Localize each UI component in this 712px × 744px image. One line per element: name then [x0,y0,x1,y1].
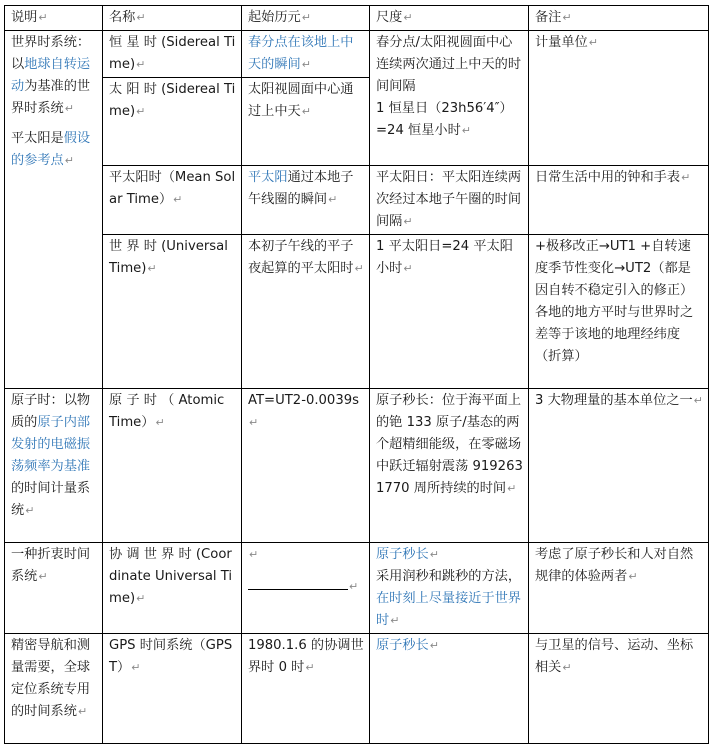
time-systems-table [4,5,709,744]
table-row [5,634,709,744]
solar-origin: 太阳视圆面中心通过上中天↵ [242,78,370,166]
table-row [5,543,709,634]
solar-name: 太 阳 时 (Sidereal Time)↵ [103,78,242,166]
time-systems-table-wrapper [4,5,708,744]
table-row [5,31,709,78]
header-desc: 说明↵ [5,6,103,31]
gps-note: 与卫星的信号、运动、坐标相关↵ [529,634,709,744]
header-scale: 尺度↵ [370,6,529,31]
utc-note: 考虑了原子秒长和人对自然规律的体验两者↵ [529,543,709,634]
mean-solar-scale: 平太阳日：平太阳连续两次经过本地子午圈的时间间隔↵ [370,166,529,235]
atomic-note: 3 大物理量的基本单位之一↵ [529,389,709,543]
sidereal-name: 恒 星 时 (Sidereal Time)↵ [103,31,242,78]
utc-origin: ↵ ↵ [242,543,370,634]
header-name: 名称↵ [103,6,242,31]
table-row [5,166,709,235]
desc-para-2: 平太阳是假设的参考点↵ [11,131,91,168]
universal-name: 世 界 时 (Universal Time)↵ [103,235,242,389]
universal-note-a: +极移改正→UT1 +自转速度季节性变化→UT2（都是因自转不稳定引入的修正） [535,239,694,298]
gps-name: GPS 时间系统（GPST）↵ [103,634,242,744]
header-origin: 起始历元↵ [242,6,370,31]
gps-desc: 精密导航和测量需要，全球定位系统专用的时间系统↵ [5,634,103,744]
solar-scale-b: =24 恒星小时↵ [376,123,471,138]
sidereal-origin: 春分点在该地上中天的瞬间↵ [242,31,370,78]
gps-scale: 原子秒长↵ [370,634,529,744]
utc-origin-blank [248,577,348,590]
utc-name: 协 调 世 界 时 (Coordinate Universal Time)↵ [103,543,242,634]
mean-solar-origin: 平太阳通过本地子午线圈的瞬间↵ [242,166,370,235]
mean-solar-name: 平太阳时（Mean Solar Time）↵ [103,166,242,235]
sidereal-solar-scale [370,31,529,166]
utc-scale [370,543,529,634]
sidereal-solar-note: 计量单位↵ [529,31,709,166]
utc-scale-line-2: 采用润秒和跳秒的方法，在时刻上尽量接近于世界时↵ [376,569,522,628]
universal-system-desc [5,31,103,389]
utc-scale-line-1: 原子秒长↵ [376,547,439,562]
solar-scale-a: 1 恒星日（23h56′4″） [376,101,513,116]
atomic-name: 原 子 时 （ Atomic Time）↵ [103,389,242,543]
utc-desc: 一种折衷时间系统↵ [5,543,103,634]
table-row [5,235,709,389]
desc-para-1: 世界时系统：以地球自转运动为基准的世界时系统↵ [11,35,91,116]
atomic-scale: 原子秒长：位于海平面上的铯 133 原子/基态的两个超精细能级，在零磁场中跃迁辐射震荡 9192631770 周所持续的时间↵ [370,389,529,543]
universal-origin: 本初子午线的平子夜起算的平太阳时↵ [242,235,370,389]
header-note: 备注↵ [529,6,709,31]
atomic-desc: 原子时：以物质的原子内部发射的电磁振荡频率为基准的时间计量系统↵ [5,389,103,543]
atomic-origin: AT=UT2-0.0039s↵ [242,389,370,543]
sidereal-scale-text: 春分点/太阳视圆面中心连续两次通过上中天的时间间隔 [376,35,522,94]
universal-note [529,235,709,389]
table-row [5,389,709,543]
gps-origin: 1980.1.6 的协调世界时 0 时↵ [242,634,370,744]
header-row [5,6,709,31]
universal-scale: 1 平太阳日=24 平太阳小时↵ [370,235,529,389]
mean-solar-note: 日常生活中用的钟和手表↵ [529,166,709,235]
universal-note-b: 各地的地方平时与世界时之差等于该地的地理经纬度（折算） [535,305,694,364]
